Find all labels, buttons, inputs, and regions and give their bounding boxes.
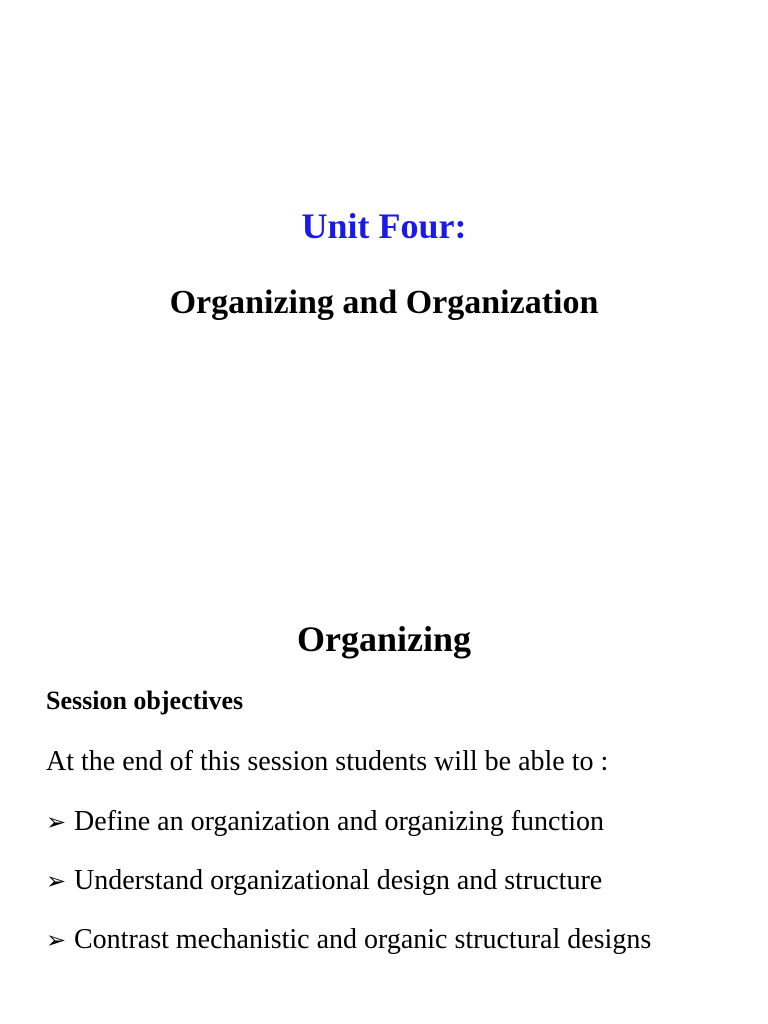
section-heading: Organizing — [296, 619, 471, 659]
arrowhead-bullet-icon: ➢ — [46, 867, 67, 895]
objective-text: Contrast mechanistic and organic structural designs — [74, 924, 652, 955]
arrowhead-bullet-icon: ➢ — [46, 926, 67, 954]
objective-item — [46, 922, 651, 958]
intro-line: At the end of this session students will be able to : — [46, 746, 609, 777]
objectives-label: Session objectives — [46, 686, 244, 715]
unit-title: Unit Four: — [301, 206, 467, 246]
objective-text: Understand organizational design and structure — [74, 865, 603, 896]
objective-item — [46, 863, 602, 899]
objective-text: Define an organization and organizing function — [74, 806, 605, 837]
arrowhead-bullet-icon: ➢ — [46, 808, 67, 836]
unit-subtitle: Organizing and Organization — [169, 284, 599, 321]
objective-item — [46, 804, 604, 840]
